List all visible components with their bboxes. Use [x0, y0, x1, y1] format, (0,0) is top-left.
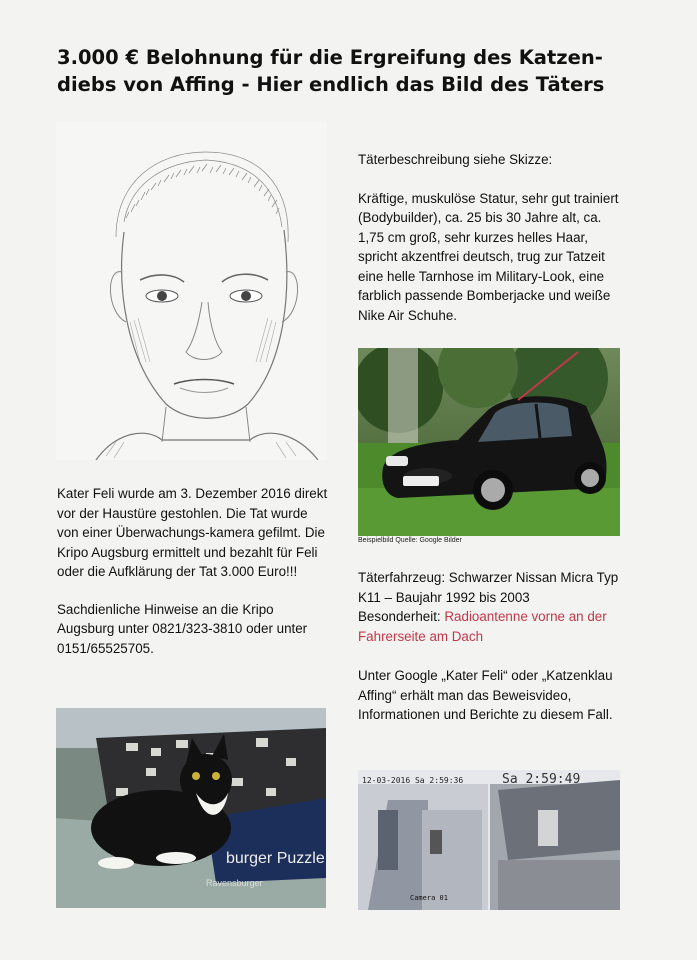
google-paragraph: Unter Google „Kater Feli“ oder „Katzenklau Affing“ erhält man das Beweisvideo, Informationen und Berichte zu diesem Fall.	[358, 668, 613, 722]
title-line-1: 3.000 € Belohnung für die Ergreifung des Katzen-	[57, 46, 603, 69]
camera-channel-label: Camera 01	[410, 894, 448, 902]
incident-paragraph: Kater Feli wurde am 3. Dezember 2016 direkt vor der Haustüre gestohlen. Die Tat wurde von einer Überwachungs-kamera gefilmt. Die Kripo Augsburg ermittelt und bezahlt für Feli oder die Aufklärung der Tat 3.000 Euro!!!	[57, 486, 328, 579]
google-info	[358, 666, 638, 725]
incident-text	[57, 484, 329, 658]
contact-paragraph: Sachdienliche Hinweise an die Kripo Augsburg unter 0821/323-3810 oder unter 0151/65525705.	[57, 601, 308, 656]
car-photo-illustration	[358, 348, 620, 536]
suspect-description	[358, 150, 630, 325]
surveillance-illustration	[358, 770, 620, 910]
cat-photo	[56, 708, 326, 908]
puzzle-box-label: burger Puzzle	[226, 850, 325, 867]
vehicle-info	[358, 568, 638, 646]
car-caption: Beispielbild Quelle: Google Bilder	[358, 537, 462, 544]
camera-timestamp-left: 12-03-2016 Sa 2:59:36	[362, 776, 464, 785]
cat-photo-illustration	[56, 708, 326, 908]
description-heading: Täterbeschreibung siehe Skizze:	[358, 152, 553, 167]
description-body: Kräftige, muskulöse Statur, sehr gut trainiert (Bodybuilder), ca. 25 bis 30 Jahre alt, ca. 1,75 cm groß, sehr kurzes helles Haar, spricht akzentfrei deutsch, trug zur Tatzeit eine helle Tarnhose im Military-Look, eine farblich passende Bomberjacke und weiße Nike Air Schuhe.	[358, 190, 619, 323]
suspect-sketch	[56, 122, 327, 460]
car-photo	[358, 348, 620, 536]
feature-value: Radioantenne vorne an der Fahrerseite am Dach	[358, 609, 607, 644]
surveillance-stills	[358, 770, 620, 910]
flyer-title	[57, 44, 637, 98]
vehicle-line: Täterfahrzeug: Schwarzer Nissan Micra Typ K11 – Baujahr 1992 bis 2003	[358, 570, 619, 605]
puzzle-box-brand: Ravensburger	[206, 878, 263, 888]
title-line-2: diebs von Affing - Hier endlich das Bild des Täters	[57, 73, 605, 96]
vehicle-feature	[358, 607, 638, 646]
camera-timestamp-right: Sa 2:59:49	[502, 772, 581, 787]
feature-label: Besonderheit:	[358, 609, 441, 624]
suspect-sketch-drawing	[56, 122, 327, 460]
